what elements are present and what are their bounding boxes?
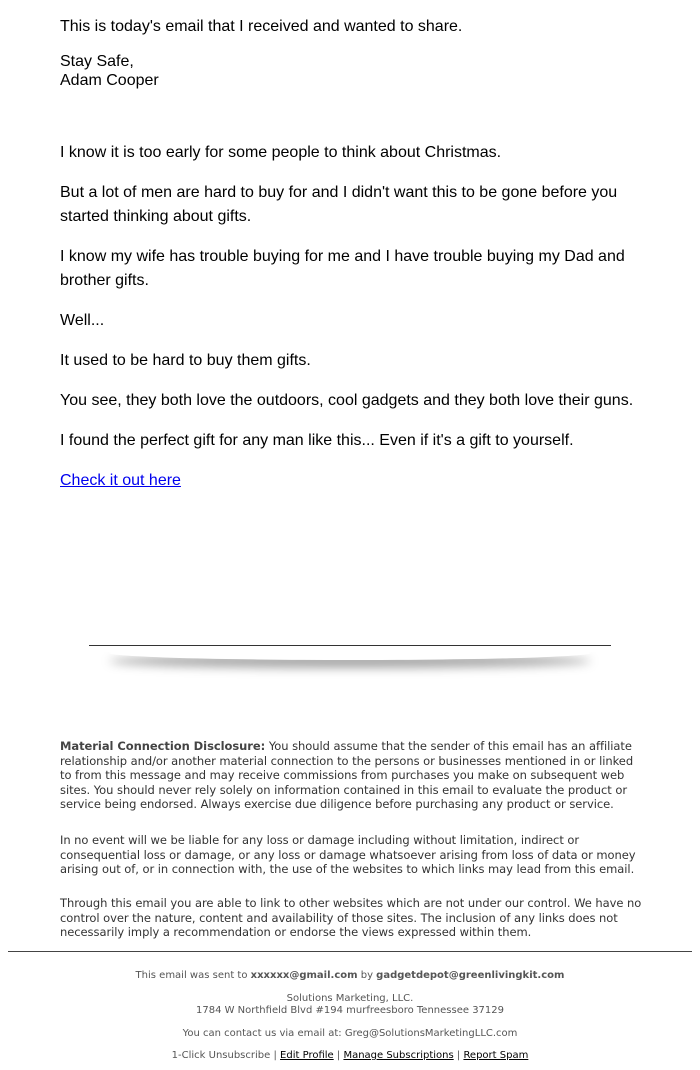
signoff-line-1: Stay Safe, <box>60 53 134 70</box>
manage-subscriptions-link[interactable]: Manage Subscriptions <box>343 1050 454 1061</box>
footer-links <box>0 1050 700 1062</box>
recipient-email: xxxxxx@gmail.com <box>250 970 358 981</box>
separator: | <box>456 1050 461 1061</box>
signoff <box>60 52 159 90</box>
company-name: Solutions Marketing, LLC. <box>286 993 414 1004</box>
disclosure-heading: Material Connection Disclosure: <box>60 739 266 753</box>
body-paragraph: I found the perfect gift for any man like this... Even if it's a gift to yourself. <box>60 432 574 449</box>
footer-divider <box>8 951 692 952</box>
sent-by: by <box>357 970 377 981</box>
sent-prefix: This email was sent to <box>135 970 251 981</box>
body-paragraph: Well... <box>60 312 105 329</box>
material-connection-disclosure <box>60 739 645 812</box>
sender-email: gadgetdepot@greenlivingkit.com <box>376 970 565 981</box>
body-paragraph: It used to be hard to buy them gifts. <box>60 352 311 369</box>
body-paragraph: I know my wife has trouble buying for me and I have trouble buying my Dad and brother gifts. <box>60 248 625 289</box>
company-address: 1784 W Northfield Blvd #194 murfreesboro Tennessee 37129 <box>195 1005 505 1016</box>
body-paragraph: I know it is too early for some people to think about Christmas. <box>60 144 502 161</box>
liability-disclaimer: In no event will we be liable for any loss or damage including without limitation, indirect or consequential loss or damage, or any loss or damage whatsoever arising from loss of data or money arising out of, or in connection with, the use of the websites to which links may lead from this email. <box>60 833 636 876</box>
body-paragraph: You see, they both love the outdoors, cool gadgets and they both love their guns. <box>60 392 634 409</box>
edit-profile-link[interactable]: Edit Profile <box>280 1050 334 1061</box>
intro-line: This is today's email that I received and wanted to share. <box>60 18 463 35</box>
separator: | <box>336 1050 341 1061</box>
one-click-unsubscribe[interactable]: 1-Click Unsubscribe <box>171 1050 271 1061</box>
cta-paragraph <box>60 469 660 493</box>
report-spam-link[interactable]: Report Spam <box>463 1050 529 1061</box>
contact-line: You can contact us via email at: Greg@SolutionsMarketingLLC.com <box>182 1028 518 1039</box>
external-links-disclaimer: Through this email you are able to link to other websites which are not under our control. We have no control over the nature, content and availability of those sites. The inclusion of any links does not necessarily imply a recommendation or endorse the views expressed within them. <box>60 896 642 939</box>
check-it-out-link[interactable]: Check it out here <box>60 472 181 489</box>
separator: | <box>273 1050 277 1061</box>
body-paragraph: But a lot of men are hard to buy for and I didn't want this to be gone before you started thinking about gifts. <box>60 184 618 225</box>
sent-to-line <box>0 970 700 982</box>
disclosure-text: You should assume that the sender of this email has an affiliate relationship and/or another material connection to the persons or businesses mentioned in or linked to from this message and may receive commissions from purchases you make on subsequent web sites. You should never rely solely on information contained in this email to evaluate the product or service being endorsed. Always exercise due diligence before purchasing any product or service. <box>60 739 634 811</box>
shadow-divider <box>89 645 611 646</box>
signoff-name: Adam Cooper <box>60 72 159 89</box>
